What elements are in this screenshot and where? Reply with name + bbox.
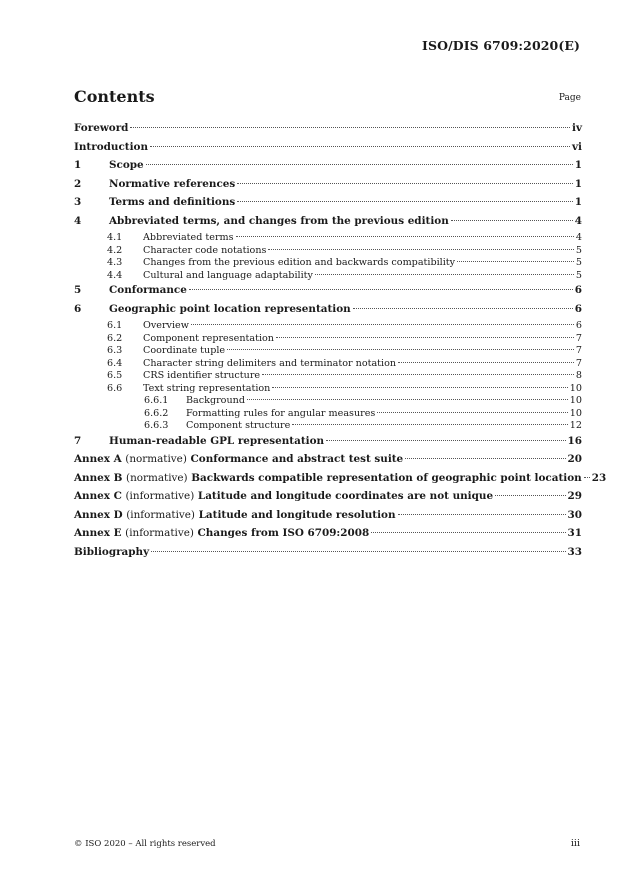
toc-entry-title — [74, 452, 403, 466]
toc-entry-4-4[interactable] — [74, 270, 582, 283]
toc-entry-number: 4.3 — [107, 257, 123, 268]
toc-entry-page: 1 — [574, 159, 582, 171]
dot-leader — [150, 146, 570, 147]
dot-leader — [292, 424, 567, 425]
toc-entry-terms-and-definitions[interactable] — [74, 195, 582, 214]
toc-entry-title — [74, 508, 396, 522]
dot-leader — [237, 201, 572, 202]
dot-leader — [237, 183, 573, 184]
toc-entry-annex-e[interactable] — [74, 526, 582, 545]
page-number: iii — [570, 838, 580, 849]
toc-entry-foreword[interactable] — [74, 121, 582, 140]
copyright-footer: © ISO 2020 – All rights reserved — [74, 839, 216, 849]
toc-entry-page: 20 — [567, 453, 582, 465]
annex-kind: (normative) — [125, 453, 187, 465]
toc-entry-title: Formatting rules for angular measures — [186, 407, 376, 419]
toc-entry-title: Abbreviated terms — [143, 232, 234, 243]
annex-title: Backwards compatible representation of geographic point location — [191, 471, 582, 484]
toc-entry-6-4[interactable] — [74, 358, 582, 371]
toc-entry-page: 16 — [567, 434, 582, 447]
toc-entry-page: 10 — [569, 407, 582, 419]
annex-title: Changes from ISO 6709:2008 — [197, 527, 370, 539]
toc-entry-human-readable-gpl[interactable] — [74, 434, 582, 453]
dot-leader — [377, 412, 567, 413]
annex-kind: (normative) — [126, 471, 188, 484]
toc-entry-title — [74, 489, 493, 503]
toc-entry-number: 3 — [74, 196, 82, 208]
toc-entry-6-6[interactable] — [74, 383, 582, 396]
dot-leader — [130, 127, 570, 128]
dot-leader — [247, 399, 568, 400]
toc-entry-number: 2 — [74, 177, 82, 190]
toc-entry-page: 6 — [574, 302, 582, 315]
toc-entry-number: 6.4 — [107, 357, 123, 369]
toc-entry-title: Cultural and language adaptability — [143, 269, 313, 281]
toc-entry-title: Scope — [109, 159, 144, 171]
annex-label: Annex B — [74, 471, 123, 484]
annex-kind: (informative) — [125, 490, 195, 502]
dot-leader — [272, 387, 567, 388]
dot-leader — [262, 374, 574, 375]
toc-entry-introduction[interactable] — [74, 140, 582, 159]
toc-entry-geographic-point-location[interactable] — [74, 302, 582, 321]
page-column-label: Page — [558, 93, 581, 103]
annex-title: Latitude and longitude coordinates are not unique — [197, 490, 494, 502]
toc-entry-number: 7 — [74, 434, 82, 447]
toc-entry-6-6-2[interactable] — [74, 408, 582, 421]
dot-leader — [191, 324, 574, 325]
toc-entry-number: 6.2 — [107, 332, 123, 344]
toc-entry-6-3[interactable] — [74, 345, 582, 358]
toc-entry-title: CRS identifier structure — [143, 370, 261, 381]
annex-kind: (informative) — [126, 508, 195, 521]
toc-entry-title: Overview — [143, 320, 189, 331]
toc-entry-title: Foreword — [74, 122, 129, 134]
annex-label: Annex C — [74, 490, 122, 502]
dot-leader — [371, 532, 565, 533]
toc-entry-6-6-3[interactable] — [74, 420, 582, 433]
toc-entry-abbreviated-terms-section[interactable] — [74, 214, 582, 233]
dot-leader — [398, 514, 566, 515]
annex-kind: (informative) — [125, 527, 194, 539]
toc-entry-scope[interactable] — [74, 158, 582, 177]
dot-leader — [146, 164, 573, 165]
dot-leader — [405, 458, 565, 459]
toc-entry-title: Introduction — [74, 140, 148, 153]
toc-entry-title: Background — [186, 395, 245, 406]
toc-entry-page: 1 — [574, 177, 582, 190]
annex-label: Annex A — [74, 453, 122, 465]
toc-entry-number: 6.6.1 — [144, 395, 169, 406]
toc-entry-6-1[interactable] — [74, 320, 582, 333]
toc-entry-title: Component structure — [186, 420, 291, 431]
toc-entry-page: 23 — [591, 471, 607, 484]
toc-entry-title: Changes from the previous edition and backwards compatibility — [143, 257, 456, 268]
toc-entry-title: Bibliography — [74, 545, 150, 558]
toc-entry-annex-b[interactable] — [74, 471, 607, 490]
toc-entry-page: 8 — [575, 370, 582, 381]
toc-entry-page: 4 — [575, 232, 582, 243]
dot-leader — [315, 274, 574, 275]
toc-entry-number: 4.1 — [107, 232, 123, 243]
toc-entry-annex-a[interactable] — [74, 452, 582, 471]
toc-entry-normative-references[interactable] — [74, 177, 582, 196]
toc-entry-number: 6 — [74, 302, 82, 315]
toc-entry-6-2[interactable] — [74, 333, 582, 346]
annex-title: Conformance and abstract test suite — [190, 453, 404, 465]
toc-entry-bibliography[interactable] — [74, 545, 582, 564]
toc-entry-title: Human-readable GPL representation — [109, 434, 325, 447]
contents-heading: Contents — [74, 87, 155, 106]
toc-entry-title: Geographic point location representation — [109, 302, 351, 315]
toc-entry-page: 7 — [575, 345, 582, 356]
annex-label: Annex D — [74, 508, 123, 521]
toc-entry-number: 6.6.3 — [144, 420, 169, 431]
toc-entry-title: Abbreviated terms, and changes from the previous edition — [109, 214, 449, 227]
annex-label: Annex E — [74, 527, 122, 539]
toc-entry-page: 10 — [569, 382, 582, 394]
toc-entry-4-3[interactable] — [74, 257, 582, 270]
toc-entry-page: 5 — [575, 257, 582, 268]
toc-entry-number: 6.5 — [107, 370, 123, 381]
toc-entry-title — [74, 471, 582, 485]
toc-entry-title: Character code notations — [143, 244, 267, 256]
toc-entry-page: 30 — [567, 508, 582, 521]
toc-entry-page: 29 — [567, 490, 582, 502]
toc-entry-6-5[interactable] — [74, 370, 582, 383]
toc-entry-number: 4.4 — [107, 269, 123, 281]
toc-entry-page: 7 — [575, 332, 582, 344]
dot-leader — [398, 362, 574, 363]
dot-leader — [495, 495, 565, 496]
toc-entry-page: 5 — [575, 244, 582, 256]
dot-leader — [326, 440, 565, 441]
dot-leader — [151, 551, 565, 552]
toc-entry-annex-c[interactable] — [74, 489, 582, 508]
toc-entry-4-1[interactable] — [74, 232, 582, 245]
toc-entry-number: 6.6.2 — [144, 407, 169, 419]
toc-entry-page: 6 — [574, 284, 582, 296]
toc-entry-title: Normative references — [109, 177, 236, 190]
dot-leader — [451, 220, 573, 221]
dot-leader — [353, 308, 573, 309]
annex-title: Latitude and longitude resolution — [198, 508, 396, 521]
toc-entry-title: Component representation — [143, 332, 274, 344]
toc-entry-page: iv — [572, 122, 582, 134]
dot-leader — [227, 349, 574, 350]
toc-entry-number: 6.1 — [107, 320, 123, 331]
dot-leader — [189, 289, 573, 290]
dot-leader — [276, 337, 574, 338]
toc-entry-page: 5 — [575, 269, 582, 281]
toc-entry-page: 12 — [569, 420, 582, 431]
toc-entry-title: Terms and definitions — [109, 196, 236, 208]
toc-entry-title: Text string representation — [143, 382, 271, 394]
toc-entry-conformance[interactable] — [74, 283, 582, 302]
toc-entry-number: 6.3 — [107, 345, 123, 356]
toc-entry-page: 10 — [569, 395, 582, 406]
toc-entry-number: 1 — [74, 159, 82, 171]
toc-entry-page: 1 — [574, 196, 582, 208]
toc-entry-number: 6.6 — [107, 382, 123, 394]
toc-entry-page: 7 — [575, 357, 582, 369]
toc-entry-number: 5 — [74, 284, 82, 296]
toc-entry-annex-d[interactable] — [74, 508, 582, 527]
dot-leader — [236, 236, 574, 237]
table-of-contents — [74, 121, 607, 563]
toc-entry-page: 4 — [574, 214, 582, 227]
toc-entry-page: 31 — [567, 527, 582, 539]
dot-leader — [584, 477, 590, 478]
toc-entry-page: 6 — [575, 320, 582, 331]
toc-entry-title — [74, 526, 369, 540]
toc-entry-number: 4 — [74, 214, 82, 227]
toc-entry-6-6-1[interactable] — [74, 395, 582, 408]
toc-entry-title: Conformance — [109, 284, 187, 296]
toc-entry-title: Coordinate tuple — [143, 345, 226, 356]
dot-leader — [268, 249, 573, 250]
toc-entry-title: Character string delimiters and terminator notation — [143, 357, 397, 369]
toc-entry-number: 4.2 — [107, 244, 123, 256]
toc-entry-page: 33 — [567, 545, 582, 558]
toc-entry-page: vi — [572, 140, 582, 153]
toc-entry-4-2[interactable] — [74, 245, 582, 258]
document-id-header: ISO/DIS 6709:2020(E) — [422, 38, 580, 53]
dot-leader — [457, 261, 574, 262]
